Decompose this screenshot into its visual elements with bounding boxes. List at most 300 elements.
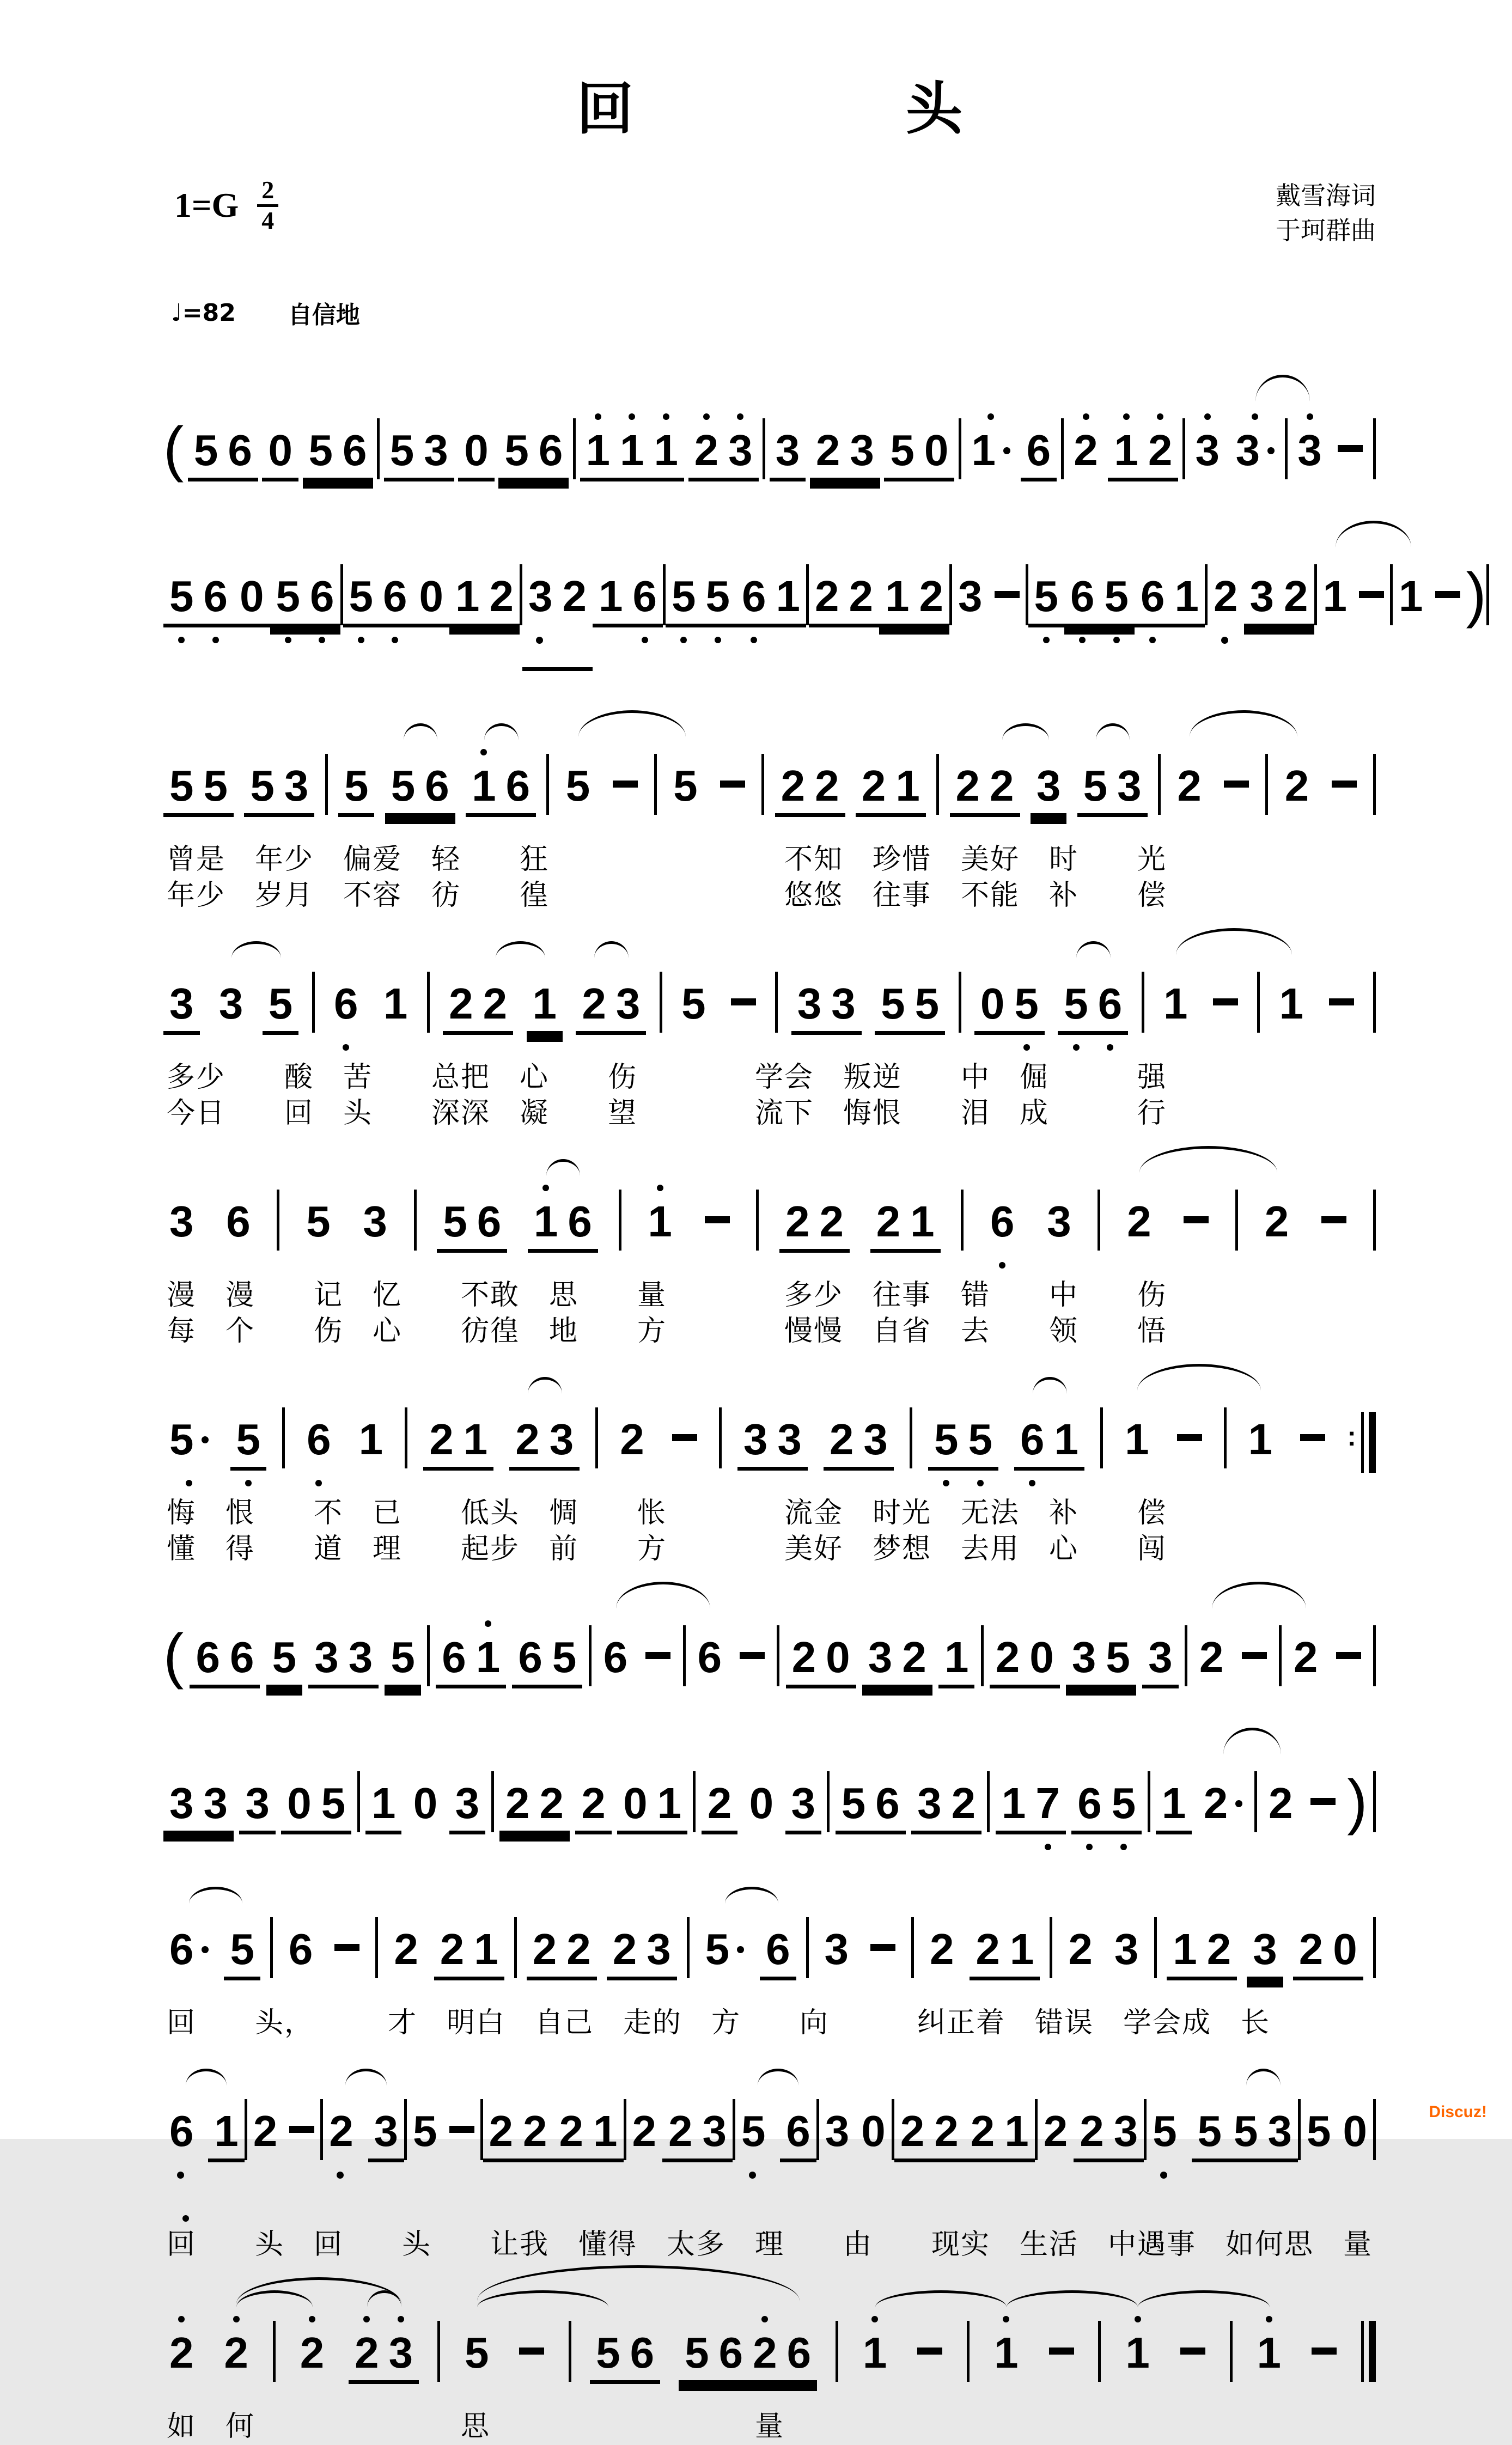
note: 3 bbox=[389, 2331, 413, 2375]
barline bbox=[660, 958, 662, 1019]
beam-group bbox=[328, 979, 364, 1031]
dash-glyph bbox=[1332, 781, 1357, 788]
note: 3 bbox=[777, 1415, 802, 1464]
parenthesis: ( bbox=[163, 414, 184, 483]
barline bbox=[961, 1175, 964, 1236]
note bbox=[1435, 575, 1460, 618]
beam-group bbox=[1147, 2109, 1191, 2202]
beam-group bbox=[190, 1633, 260, 1688]
barline-stroke bbox=[959, 418, 961, 479]
slur-arc bbox=[1212, 1582, 1306, 1608]
beam-group bbox=[522, 572, 593, 671]
slur-arc bbox=[594, 941, 629, 958]
octave-dot-above bbox=[398, 2316, 404, 2322]
note: 2 bbox=[815, 761, 839, 810]
barline-stroke bbox=[1486, 564, 1489, 625]
beam-group bbox=[884, 426, 954, 481]
note: 2 bbox=[515, 1415, 540, 1464]
dash-glyph bbox=[1310, 1798, 1336, 1805]
note: 5 bbox=[413, 2107, 437, 2155]
barline bbox=[733, 2085, 735, 2146]
notation-row bbox=[163, 919, 1376, 1060]
beam-group bbox=[1242, 1415, 1279, 1467]
note: 2 bbox=[1177, 761, 1202, 810]
barline-stroke bbox=[756, 1190, 759, 1251]
note: 3 bbox=[743, 1415, 768, 1464]
barline bbox=[1224, 1393, 1227, 1454]
note: 5 bbox=[1234, 2107, 1258, 2155]
slur-arc bbox=[1336, 521, 1411, 547]
note: 5 bbox=[841, 1779, 866, 1827]
dash-glyph bbox=[1329, 998, 1354, 1005]
note: 1 bbox=[1279, 979, 1304, 1028]
barline-stroke bbox=[816, 2099, 819, 2160]
note: 1 bbox=[1248, 1415, 1273, 1464]
note: 1 bbox=[1125, 2331, 1150, 2375]
beam-group bbox=[483, 2109, 553, 2162]
beam-group bbox=[966, 426, 1017, 478]
note bbox=[449, 2109, 474, 2153]
barline-stroke bbox=[777, 1625, 779, 1686]
beam-group bbox=[512, 1633, 582, 1688]
note: 2 bbox=[929, 1925, 954, 1973]
beam-group bbox=[1332, 429, 1369, 478]
beam-group bbox=[1326, 764, 1363, 813]
score-line bbox=[163, 1137, 1376, 1350]
beam-group bbox=[266, 1633, 303, 1688]
dash-glyph bbox=[1180, 2348, 1205, 2355]
beam-group bbox=[667, 761, 704, 813]
note: 5 bbox=[1064, 982, 1088, 1026]
barline-stroke bbox=[719, 1407, 722, 1468]
beam-group bbox=[938, 1633, 975, 1688]
note: 3 bbox=[1249, 572, 1274, 620]
note: 3 bbox=[775, 426, 800, 474]
barline-stroke bbox=[1373, 2099, 1376, 2160]
beam-group bbox=[466, 761, 536, 817]
beam-group bbox=[675, 979, 712, 1031]
watermark: Discuz! bbox=[1429, 2103, 1487, 2121]
note: 7 bbox=[1035, 1782, 1060, 1825]
note: 0 bbox=[240, 572, 264, 620]
barline bbox=[1265, 740, 1268, 801]
note: 3 bbox=[1196, 429, 1220, 472]
octave-dot-below bbox=[1029, 1480, 1035, 1486]
barline-stroke bbox=[1361, 2321, 1364, 2382]
slur-arc bbox=[404, 723, 437, 740]
octave-dot-below bbox=[319, 637, 325, 643]
note: 6 bbox=[307, 1418, 331, 1461]
beam-group bbox=[353, 1415, 389, 1467]
lyrics-row: 每 个 伤 心 彷徨 地 方 慢慢 自省 去 领 悟 bbox=[167, 1316, 1167, 1347]
barline bbox=[806, 550, 809, 611]
note: 6 bbox=[226, 1197, 251, 1246]
note: 2 bbox=[505, 1779, 530, 1827]
barline bbox=[719, 1393, 722, 1454]
beam-group bbox=[385, 1633, 421, 1688]
octave-dot-below bbox=[1079, 637, 1086, 643]
octave-dot-below bbox=[178, 637, 185, 643]
barline bbox=[1154, 1903, 1157, 1964]
note: 6 bbox=[334, 982, 358, 1026]
beam-group bbox=[1293, 1925, 1363, 1980]
octave-dot-above bbox=[309, 2316, 315, 2322]
note: 5 bbox=[1153, 2109, 1185, 2197]
note: 5 bbox=[673, 761, 698, 810]
barline bbox=[1373, 2085, 1376, 2146]
slur-arc bbox=[1137, 1364, 1261, 1391]
beam-group bbox=[760, 1925, 796, 1980]
octave-dot-above bbox=[1266, 2316, 1272, 2322]
beam-group bbox=[343, 572, 413, 627]
barline bbox=[340, 550, 343, 611]
note: 2 bbox=[934, 2107, 959, 2155]
barline bbox=[325, 740, 328, 801]
note: 3 bbox=[1253, 1925, 1277, 1973]
beam-group bbox=[1208, 572, 1244, 667]
barline bbox=[573, 404, 576, 465]
note: 6 bbox=[196, 1633, 220, 1681]
beam-group bbox=[338, 761, 375, 817]
barline-stroke bbox=[320, 2099, 323, 2160]
notation-row bbox=[163, 512, 1486, 696]
note: 6 bbox=[766, 1925, 790, 1973]
beam-group bbox=[950, 761, 1020, 817]
beam-group bbox=[499, 1779, 570, 1834]
note: 0 bbox=[826, 1633, 850, 1681]
note: 1 bbox=[1322, 572, 1347, 620]
note: 6 bbox=[1098, 982, 1123, 1026]
parenthesis: ( bbox=[163, 1621, 184, 1690]
beam-group bbox=[1142, 1633, 1179, 1688]
note: 2 bbox=[483, 979, 508, 1028]
slur-arc bbox=[231, 941, 281, 958]
barline bbox=[514, 1903, 517, 1964]
note: 2 bbox=[1127, 1197, 1151, 1246]
beam-group bbox=[163, 1925, 215, 1977]
note: 5 bbox=[349, 575, 374, 618]
beam-group bbox=[734, 1636, 771, 1685]
barline bbox=[1373, 1175, 1376, 1236]
composer-credit: 于珂群曲 bbox=[1276, 217, 1376, 245]
note: 3 bbox=[1297, 429, 1322, 472]
beam-group bbox=[810, 426, 880, 481]
barline-stroke bbox=[270, 1917, 273, 1978]
slur-arc bbox=[477, 2265, 800, 2301]
barline-stroke bbox=[282, 1407, 285, 1468]
note: 6 bbox=[1070, 575, 1095, 618]
barline-stroke bbox=[312, 972, 315, 1033]
barline bbox=[1100, 1393, 1103, 1454]
note: 5 bbox=[596, 2328, 620, 2377]
beam-group bbox=[244, 761, 314, 817]
slur-arc bbox=[1139, 1146, 1277, 1173]
note: 2 bbox=[581, 1779, 606, 1827]
lyrics-row: 懂 得 道 理 起步 前 方 美好 梦想 去用 心 闯 bbox=[167, 1534, 1167, 1565]
barline-stroke bbox=[357, 1771, 360, 1832]
barline-stroke bbox=[1182, 418, 1185, 479]
note: 3 bbox=[831, 979, 856, 1028]
barline-stroke bbox=[763, 418, 765, 479]
slur-arc bbox=[546, 1159, 580, 1176]
beam-group bbox=[1068, 426, 1104, 478]
note: 2 bbox=[1199, 1633, 1224, 1681]
note: 1 bbox=[586, 429, 611, 472]
barline bbox=[1205, 550, 1208, 611]
barline-stroke bbox=[1390, 564, 1393, 625]
note: 2 bbox=[1284, 572, 1308, 620]
note: 5 bbox=[1197, 2107, 1222, 2155]
barline-stroke bbox=[1026, 564, 1028, 625]
note: 3 bbox=[169, 1779, 194, 1827]
note bbox=[705, 1200, 730, 1243]
augmentation-dot bbox=[1221, 637, 1228, 644]
note: 6 bbox=[288, 1925, 313, 1973]
barline-stroke bbox=[1050, 1917, 1052, 1978]
note bbox=[1329, 982, 1354, 1026]
note bbox=[1332, 764, 1357, 808]
note: 2 bbox=[253, 2107, 278, 2155]
note: 5 bbox=[306, 1197, 331, 1246]
note: 0 bbox=[749, 1779, 774, 1827]
barline-stroke bbox=[273, 2321, 276, 2382]
beam-group bbox=[1393, 572, 1429, 624]
beam-group bbox=[688, 426, 759, 481]
beam-group bbox=[1171, 761, 1208, 813]
barline-stroke bbox=[1035, 2099, 1038, 2160]
beam-group bbox=[349, 2328, 419, 2384]
beam-group bbox=[819, 1925, 855, 1977]
note: 5 bbox=[391, 761, 416, 810]
note: 3 bbox=[797, 979, 822, 1028]
octave-dot-below bbox=[186, 1480, 192, 1486]
barline-stroke bbox=[1144, 2099, 1147, 2160]
beam-group bbox=[163, 761, 234, 817]
barline-stroke bbox=[693, 1771, 696, 1832]
beam-group bbox=[283, 1925, 319, 1977]
barline-stroke bbox=[1158, 754, 1161, 815]
note: 6 bbox=[603, 1633, 628, 1681]
beam-group bbox=[996, 1779, 1066, 1834]
note: 1 bbox=[358, 1415, 383, 1464]
beam-group bbox=[163, 1779, 234, 1834]
note: 1 bbox=[534, 1200, 558, 1243]
note: 3 bbox=[549, 1415, 574, 1464]
note: 1 bbox=[910, 1197, 935, 1246]
notation-row bbox=[163, 1865, 1376, 2005]
barline bbox=[836, 2307, 838, 2368]
note: 3 bbox=[374, 2107, 398, 2155]
barline bbox=[427, 958, 430, 1019]
note: 3 bbox=[1047, 1197, 1071, 1246]
score-line bbox=[163, 1573, 1376, 1714]
beam-group bbox=[1157, 979, 1194, 1031]
note bbox=[1336, 1636, 1361, 1679]
note: 2 bbox=[523, 2107, 547, 2155]
beam-group bbox=[407, 2109, 443, 2159]
barline-stroke bbox=[1061, 418, 1064, 479]
octave-dot-above bbox=[1204, 413, 1211, 420]
beam-group bbox=[575, 1779, 612, 1834]
slur-arc bbox=[1096, 723, 1130, 740]
note: 2 bbox=[169, 2331, 194, 2375]
beam-group bbox=[1337, 2109, 1374, 2159]
note: 3 bbox=[455, 1779, 480, 1827]
beam-group bbox=[870, 1197, 941, 1253]
note: 1 bbox=[1399, 572, 1423, 620]
barline bbox=[1098, 2307, 1101, 2368]
note bbox=[1184, 1200, 1209, 1243]
barline-stroke bbox=[1279, 1625, 1282, 1686]
note: 5 bbox=[552, 1633, 577, 1681]
note: 1 bbox=[1174, 572, 1199, 620]
barline-stroke bbox=[733, 2099, 735, 2160]
barline-stroke bbox=[987, 1771, 990, 1832]
augmentation-dot bbox=[1235, 1800, 1242, 1807]
note: 2 bbox=[612, 1925, 637, 1973]
barline-stroke bbox=[981, 1625, 984, 1686]
barline bbox=[683, 1611, 686, 1672]
barline bbox=[619, 1175, 621, 1236]
beam-group bbox=[1288, 1633, 1324, 1685]
note: 0 bbox=[287, 1779, 312, 1827]
note: 3 bbox=[203, 1779, 228, 1827]
note: 2 bbox=[394, 1925, 418, 1973]
beam-group bbox=[413, 572, 450, 627]
beam-group bbox=[737, 1415, 808, 1471]
barline bbox=[663, 550, 666, 611]
barline-stroke-thick bbox=[1369, 1412, 1376, 1473]
octave-dot-below bbox=[1120, 1844, 1127, 1850]
note: 2 bbox=[876, 1197, 901, 1246]
barline-stroke bbox=[595, 1407, 598, 1468]
barline-stroke bbox=[589, 1625, 592, 1686]
page-title bbox=[163, 0, 1376, 141]
note bbox=[1180, 2331, 1205, 2375]
note bbox=[1312, 2331, 1337, 2375]
octave-dot-below bbox=[315, 1480, 322, 1486]
octave-dot-above bbox=[233, 2316, 240, 2322]
note bbox=[1213, 982, 1238, 1026]
note: 1 bbox=[593, 2107, 618, 2155]
beam-group bbox=[1251, 2328, 1288, 2380]
note: 0 bbox=[413, 1779, 438, 1827]
lyrics-row: 悔 恨 不 已 低头 惆 怅 流金 时光 无法 补 偿 bbox=[167, 1498, 1167, 1529]
augmentation-dot bbox=[177, 2172, 184, 2179]
note: 2 bbox=[559, 2107, 583, 2155]
beam-group bbox=[303, 426, 373, 481]
dash-glyph bbox=[1224, 781, 1249, 788]
beam-group bbox=[607, 764, 644, 813]
beam-group bbox=[1259, 1197, 1295, 1249]
slur-arc bbox=[1138, 2290, 1270, 2307]
score-line bbox=[163, 1355, 1376, 1568]
note: 3 bbox=[1148, 1633, 1173, 1681]
note bbox=[645, 1636, 670, 1679]
note: 1 bbox=[895, 761, 920, 810]
barline bbox=[1361, 2307, 1376, 2368]
note: 2 bbox=[489, 2107, 513, 2155]
beam-group bbox=[527, 1925, 597, 1980]
lyricist-credit: 戴雪海词 bbox=[1276, 182, 1376, 210]
dash-glyph bbox=[870, 1944, 895, 1951]
beam-group bbox=[824, 1415, 894, 1471]
barline bbox=[1298, 2085, 1301, 2146]
note: 5 bbox=[250, 761, 275, 810]
beam-group bbox=[459, 2328, 495, 2380]
notation-row bbox=[163, 366, 1376, 507]
note bbox=[1338, 429, 1363, 472]
octave-dot-below bbox=[245, 1480, 252, 1486]
octave-dot-above bbox=[1123, 413, 1130, 420]
note: 2 bbox=[449, 979, 473, 1028]
note: 2 bbox=[990, 761, 1014, 810]
beam-group bbox=[990, 1633, 1060, 1688]
barline-stroke bbox=[1373, 972, 1376, 1033]
beam-group bbox=[1038, 2109, 1074, 2159]
slur-arc bbox=[1246, 2069, 1281, 2086]
barline-stroke bbox=[660, 972, 662, 1033]
beam-group bbox=[294, 2328, 331, 2380]
note: 1 bbox=[885, 572, 910, 620]
beam-group bbox=[513, 2331, 550, 2380]
note: 6 bbox=[169, 1928, 209, 1971]
beam-group bbox=[626, 2109, 663, 2159]
beam-group bbox=[1058, 979, 1128, 1035]
barline-stroke bbox=[325, 754, 328, 815]
beam-group bbox=[1190, 426, 1226, 478]
note: 2 bbox=[781, 761, 806, 810]
beam-group bbox=[1064, 572, 1135, 627]
key-label: 1=G bbox=[174, 186, 239, 225]
note: 3 bbox=[1267, 2107, 1292, 2155]
note: 2 bbox=[791, 1633, 816, 1681]
octave-dot-above bbox=[1135, 2316, 1141, 2322]
beam-group bbox=[1317, 572, 1354, 624]
dash-glyph bbox=[917, 2348, 942, 2355]
beam-group bbox=[607, 1925, 677, 1980]
note: 3 bbox=[314, 1633, 339, 1681]
slur-arc bbox=[189, 1887, 242, 1904]
barline-stroke bbox=[1373, 1625, 1376, 1686]
note: 0 bbox=[924, 426, 949, 474]
augmentation-dot bbox=[337, 2172, 344, 2179]
note: 1 bbox=[599, 572, 623, 620]
note: 6 bbox=[518, 1633, 542, 1681]
octave-dot-above bbox=[703, 413, 710, 420]
note: 5 bbox=[968, 1418, 992, 1461]
beam-group bbox=[443, 979, 513, 1035]
beam-group bbox=[666, 572, 736, 627]
note: 5 bbox=[504, 426, 529, 474]
note: 0 bbox=[1343, 2107, 1367, 2155]
beam-group bbox=[188, 426, 258, 481]
meter-denominator: 4 bbox=[257, 204, 278, 235]
note: 5 bbox=[1034, 575, 1059, 618]
note: 1 bbox=[472, 764, 496, 808]
note: 2 bbox=[562, 572, 587, 620]
beam-group bbox=[1119, 2328, 1156, 2380]
beam-group bbox=[791, 979, 862, 1035]
barline-stroke bbox=[1265, 754, 1268, 815]
beam-group bbox=[323, 2109, 368, 2202]
barline-stroke bbox=[1142, 972, 1144, 1033]
note: 3 bbox=[863, 1415, 888, 1464]
beam-group bbox=[1014, 1415, 1084, 1471]
note: 6 bbox=[1141, 575, 1165, 618]
beam-group bbox=[666, 1418, 703, 1467]
beam-group bbox=[1108, 1925, 1145, 1977]
